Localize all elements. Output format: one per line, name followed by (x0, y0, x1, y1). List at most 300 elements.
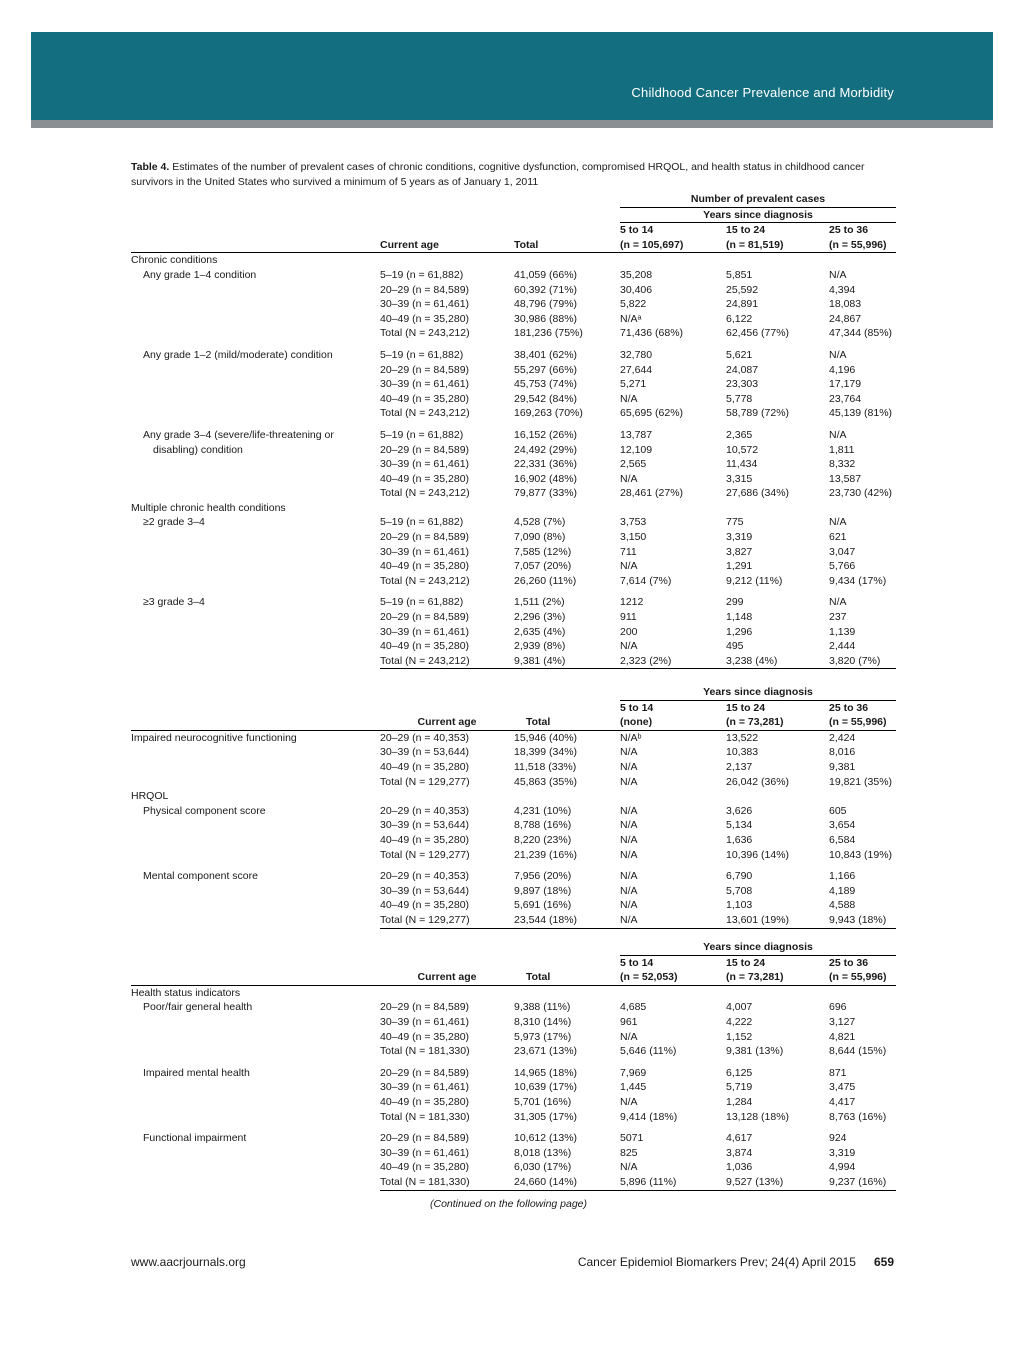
cell-total: 16,902 (48%) (514, 472, 578, 485)
table-row (131, 1015, 896, 1030)
cell-5-to-14: 32,780 (620, 348, 653, 361)
cell-total: 7,956 (20%) (514, 870, 572, 883)
table-caption-text: Estimates of the number of prevalent cases of chronic conditions, cognitive dysfunction, compromised HRQOL, and health status in childhood cancer survivors in the United States who survived a minimum of 5 years as of January 1, 2011 (131, 161, 865, 188)
cell-5-to-14: N/A (620, 804, 638, 817)
cell-current-age: 20–29 (n = 40,353) (380, 731, 470, 744)
cell-total (514, 985, 620, 1000)
cell-25-to-36: 18,083 (829, 298, 862, 311)
cell-total: 29,542 (84%) (514, 392, 578, 405)
cell-15-to-24: 13,128 (18%) (726, 1110, 790, 1123)
cell-15-to-24: 25,592 (726, 283, 759, 296)
cell-25-to-36: 871 (829, 1066, 847, 1079)
row-spacer (131, 1124, 896, 1131)
cell-25-to-36: 8,763 (16%) (829, 1110, 887, 1123)
cell-5-to-14: 35,208 (620, 268, 653, 281)
row-label (131, 406, 380, 421)
row-spacer (131, 862, 896, 869)
cell-current-age: Total (N = 129,277) (380, 848, 470, 861)
cell-15-to-24: 9,212 (11%) (726, 574, 783, 587)
cell-5-to-14 (620, 253, 726, 268)
cell-25-to-36: 3,820 (7%) (829, 654, 896, 669)
cell-25-to-36: N/A (829, 516, 847, 529)
cell-total: 21,239 (16%) (514, 848, 578, 861)
cell-current-age: 30–39 (n = 61,461) (380, 458, 470, 471)
cell-25-to-36: 3,047 (829, 545, 856, 558)
col-total: Total (514, 970, 620, 985)
cell-current-age: 40–49 (n = 35,280) (380, 392, 470, 405)
row-label (131, 472, 380, 487)
cell-total: 1,511 (2%) (514, 596, 565, 609)
cell-current-age: 40–49 (n = 35,280) (380, 899, 470, 912)
row-label (131, 559, 380, 574)
table-row (131, 595, 896, 610)
table-row (131, 610, 896, 625)
table-row (131, 1000, 896, 1015)
table-row (131, 818, 896, 833)
cell-25-to-36: 4,417 (829, 1095, 856, 1108)
cell-5-to-14: N/A (620, 472, 638, 485)
cell-5-to-14: N/A (620, 913, 726, 928)
cell-current-age: 20–29 (n = 40,353) (380, 804, 470, 817)
cell-5-to-14: N/A (620, 775, 638, 788)
row-label (131, 775, 380, 790)
row-label (131, 392, 380, 407)
row-label (131, 1160, 380, 1175)
cell-15-to-24: 775 (726, 516, 744, 529)
cell-current-age: 40–49 (n = 35,280) (380, 833, 470, 846)
cell-25-to-36: 2,424 (829, 731, 856, 744)
cell-15-to-24: 5,621 (726, 348, 753, 361)
n-5-to-14: (n = 52,053) (620, 970, 726, 985)
cell-5-to-14: N/Aᵃ (620, 312, 642, 325)
cell-5-to-14: 1212 (620, 596, 644, 609)
row-label (131, 530, 380, 545)
cell-current-age: 20–29 (n = 40,353) (380, 870, 470, 883)
col-5-to-14: 5 to 14 (620, 956, 654, 969)
cell-25-to-36: N/A (829, 268, 847, 281)
cell-25-to-36: 4,394 (829, 283, 856, 296)
cell-current-age: Total (N = 243,212) (380, 654, 514, 669)
cell-15-to-24: 1,636 (726, 833, 753, 846)
row-label (131, 848, 380, 863)
cell-5-to-14: 5,822 (620, 298, 647, 311)
cell-15-to-24: 3,874 (726, 1146, 753, 1159)
cell-25-to-36: 17,179 (829, 378, 862, 391)
cell-25-to-36: 3,319 (829, 1146, 856, 1159)
cell-total: 8,018 (13%) (514, 1146, 572, 1159)
cell-15-to-24: 5,778 (726, 392, 753, 405)
table-row (131, 848, 896, 863)
cell-total: 30,986 (88%) (514, 312, 578, 325)
table-row (131, 530, 896, 545)
cell-25-to-36: 237 (829, 611, 847, 624)
cell-25-to-36: 4,189 (829, 884, 856, 897)
cell-total: 26,260 (11%) (514, 574, 577, 587)
cell-5-to-14: N/A (620, 870, 638, 883)
cell-total: 10,639 (17%) (514, 1081, 578, 1094)
row-label: Poor/fair general health (143, 1001, 253, 1014)
cell-5-to-14: 27,644 (620, 363, 653, 376)
cell-5-to-14: N/A (620, 760, 638, 773)
cell-5-to-14: 65,695 (62%) (620, 407, 684, 420)
row-label: Impaired neurocognitive functioning (131, 731, 297, 744)
table-row (131, 833, 896, 848)
cell-25-to-36: 23,764 (829, 392, 862, 405)
cell-25-to-36: 4,821 (829, 1030, 856, 1043)
n-25-to-36: (n = 55,996) (829, 715, 896, 730)
cell-15-to-24: 5,134 (726, 819, 753, 832)
cell-current-age (380, 253, 514, 268)
cell-current-age: 20–29 (n = 84,589) (380, 443, 470, 456)
row-label (131, 574, 380, 589)
cell-current-age: 30–39 (n = 53,644) (380, 884, 470, 897)
cell-5-to-14: N/A (620, 560, 638, 573)
cell-current-age: 20–29 (n = 84,589) (380, 1001, 470, 1014)
cell-25-to-36: 1,166 (829, 870, 856, 883)
cell-15-to-24: 13,601 (19%) (726, 913, 829, 928)
table-row (131, 913, 896, 928)
cell-current-age: 40–49 (n = 35,280) (380, 1030, 470, 1043)
cell-total: 11,518 (33%) (514, 760, 577, 773)
cell-current-age (380, 789, 514, 804)
col-current-age: Current age (380, 970, 514, 985)
row-spacer (131, 421, 896, 428)
running-title: Childhood Cancer Prevalence and Morbidity (631, 85, 894, 100)
cell-15-to-24: 299 (726, 596, 744, 609)
cell-total: 5,701 (16%) (514, 1095, 572, 1108)
row-label: ≥3 grade 3–4 (143, 596, 205, 609)
col-total: Total (514, 715, 620, 730)
cell-25-to-36: 9,943 (18%) (829, 913, 896, 928)
cell-current-age: 20–29 (n = 84,589) (380, 1066, 470, 1079)
cell-current-age: 5–19 (n = 61,882) (380, 268, 464, 281)
cell-current-age: 40–49 (n = 35,280) (380, 1161, 470, 1174)
cell-total: 38,401 (62%) (514, 348, 578, 361)
cell-total: 4,231 (10%) (514, 804, 572, 817)
cell-current-age: 5–19 (n = 61,882) (380, 348, 464, 361)
cell-5-to-14: 13,787 (620, 428, 653, 441)
col-25-to-36: 25 to 36 (829, 701, 869, 714)
cell-15-to-24: 5,708 (726, 884, 753, 897)
col-5-to-14: 5 to 14 (620, 224, 654, 237)
cell-15-to-24: 3,319 (726, 531, 753, 544)
table-row (131, 1080, 896, 1095)
cell-15-to-24: 3,238 (4%) (726, 654, 829, 669)
table-row (131, 898, 896, 913)
col-5-to-14: 5 to 14 (620, 701, 654, 714)
cell-5-to-14: N/A (620, 392, 638, 405)
cell-15-to-24: 1,148 (726, 611, 753, 624)
n-15-to-24: (n = 81,519) (726, 238, 829, 253)
cell-15-to-24 (726, 789, 829, 804)
cell-25-to-36: 45,139 (81%) (829, 407, 893, 420)
table-row (131, 312, 896, 327)
n-5-to-14: (none) (620, 715, 726, 730)
cell-total (514, 789, 620, 804)
row-label (131, 312, 380, 327)
cell-total: 31,305 (17%) (514, 1110, 578, 1123)
cell-total (514, 501, 620, 516)
n-15-to-24: (n = 73,281) (726, 715, 829, 730)
cell-5-to-14: 5071 (620, 1132, 644, 1145)
cell-15-to-24: 2,365 (726, 428, 753, 441)
cell-5-to-14: 5,896 (11%) (620, 1175, 726, 1190)
table-row (131, 377, 896, 392)
row-label: HRQOL (131, 790, 169, 803)
table-row (131, 268, 896, 283)
row-label: Mental component score (143, 870, 258, 883)
cell-5-to-14: 7,969 (620, 1066, 647, 1079)
cell-total: 15,946 (40%) (514, 731, 578, 744)
continued-note: (Continued on the following page) (430, 1198, 588, 1210)
row-label (131, 745, 380, 760)
col-current-age: Current age (380, 238, 514, 253)
cell-current-age: 30–39 (n = 61,461) (380, 625, 470, 638)
cell-15-to-24: 1,291 (726, 560, 753, 573)
cell-25-to-36: 10,843 (19%) (829, 848, 893, 861)
cell-current-age: 20–29 (n = 84,589) (380, 611, 470, 624)
cell-total: 8,788 (16%) (514, 819, 572, 832)
cell-current-age: Total (N = 181,330) (380, 1110, 470, 1123)
n-5-to-14: (n = 105,697) (620, 238, 726, 253)
cell-15-to-24: 1,036 (726, 1161, 753, 1174)
row-label (131, 1110, 380, 1125)
cell-total: 23,544 (18%) (514, 913, 620, 928)
cell-total: 14,965 (18%) (514, 1066, 578, 1079)
cell-5-to-14: 961 (620, 1015, 638, 1028)
table-row (131, 406, 896, 421)
cell-total: 24,492 (29%) (514, 443, 578, 456)
row-label (131, 1030, 380, 1045)
cell-5-to-14 (620, 501, 726, 516)
row-label (131, 545, 380, 560)
cell-current-age: 20–29 (n = 84,589) (380, 1132, 470, 1145)
cell-15-to-24: 10,396 (14%) (726, 848, 790, 861)
row-label: Any grade 1–4 condition (143, 268, 257, 281)
cell-5-to-14: 1,445 (620, 1081, 647, 1094)
years-since-diagnosis-header: Years since diagnosis (620, 207, 896, 223)
table-row (131, 1110, 896, 1125)
cell-15-to-24: 4,222 (726, 1015, 753, 1028)
cell-15-to-24: 3,827 (726, 545, 753, 558)
cell-5-to-14: 711 (620, 545, 637, 558)
cell-25-to-36: 621 (829, 531, 847, 544)
cell-25-to-36: 6,584 (829, 833, 856, 846)
table-row (131, 348, 896, 363)
cell-5-to-14: 5,271 (620, 378, 647, 391)
cell-5-to-14: N/A (620, 1030, 638, 1043)
cell-5-to-14: N/A (620, 848, 638, 861)
cell-15-to-24 (726, 253, 829, 268)
cell-current-age: 40–49 (n = 35,280) (380, 1095, 470, 1108)
table-row (131, 574, 896, 589)
cell-current-age: 20–29 (n = 84,589) (380, 363, 470, 376)
cell-current-age: 40–49 (n = 35,280) (380, 760, 470, 773)
cell-current-age: 30–39 (n = 61,461) (380, 298, 470, 311)
cell-5-to-14: 3,753 (620, 516, 647, 529)
row-label (131, 898, 380, 913)
cell-25-to-36: 24,867 (829, 312, 862, 325)
cell-total: 18,399 (34%) (514, 746, 578, 759)
table-row (131, 457, 896, 472)
row-label (131, 297, 380, 312)
cell-total: 8,310 (14%) (514, 1015, 572, 1028)
cell-15-to-24: 4,007 (726, 1001, 753, 1014)
cell-current-age: Total (N = 129,277) (380, 913, 514, 928)
table-row (131, 297, 896, 312)
row-label (131, 654, 380, 669)
cell-total: 8,220 (23%) (514, 833, 572, 846)
cell-current-age (380, 985, 514, 1000)
cell-15-to-24 (726, 501, 829, 516)
row-label (131, 1044, 380, 1059)
cell-5-to-14: 5,646 (11%) (620, 1045, 677, 1058)
row-label (131, 639, 380, 654)
cell-total: 23,671 (13%) (514, 1045, 578, 1058)
cell-5-to-14: 4,685 (620, 1001, 647, 1014)
cell-5-to-14: 2,565 (620, 458, 647, 471)
cell-15-to-24: 10,572 (726, 443, 759, 456)
cell-total: 2,939 (8%) (514, 640, 566, 653)
cell-current-age: Total (N = 129,277) (380, 775, 470, 788)
row-label (131, 833, 380, 848)
cell-current-age: 40–49 (n = 35,280) (380, 560, 470, 573)
cell-5-to-14: N/A (620, 884, 638, 897)
cell-current-age: 20–29 (n = 84,589) (380, 531, 470, 544)
cell-25-to-36: 9,237 (16%) (829, 1175, 896, 1190)
cell-25-to-36: 23,730 (42%) (829, 487, 893, 500)
table-row (131, 804, 896, 819)
cell-25-to-36: 19,821 (35%) (829, 775, 893, 788)
cell-total: 9,388 (11%) (514, 1001, 571, 1014)
cell-total: 45,753 (74%) (514, 378, 578, 391)
table-row (131, 1146, 896, 1161)
cell-25-to-36: 3,654 (829, 819, 856, 832)
cell-current-age (380, 501, 514, 516)
table-row (131, 443, 896, 458)
cell-25-to-36 (829, 253, 896, 268)
cell-25-to-36: 1,139 (829, 625, 856, 638)
table-row (131, 760, 896, 775)
cell-total: 181,236 (75%) (514, 327, 583, 340)
cell-15-to-24: 24,087 (726, 363, 759, 376)
col-15-to-24: 15 to 24 (726, 224, 766, 237)
journal-website[interactable]: www.aacrjournals.org (131, 1255, 246, 1269)
group-header: Number of prevalent cases (620, 192, 896, 207)
row-label (131, 486, 380, 501)
table-row (131, 559, 896, 574)
cell-15-to-24: 23,303 (726, 378, 759, 391)
cell-5-to-14: 28,461 (27%) (620, 487, 684, 500)
cell-5-to-14: 911 (620, 611, 637, 624)
row-label (131, 1080, 380, 1095)
n-15-to-24: (n = 73,281) (726, 970, 829, 985)
cell-25-to-36: 9,434 (17%) (829, 574, 887, 587)
col-25-to-36: 25 to 36 (829, 224, 869, 237)
cell-current-age: 40–49 (n = 35,280) (380, 640, 470, 653)
cell-total: 16,152 (26%) (514, 428, 578, 441)
cell-15-to-24: 495 (726, 640, 744, 653)
table-row (131, 253, 896, 268)
table-section-health-status (131, 940, 896, 1191)
table-row (131, 1160, 896, 1175)
cell-15-to-24: 6,125 (726, 1066, 753, 1079)
cell-15-to-24 (726, 985, 829, 1000)
cell-25-to-36: 8,644 (15%) (829, 1045, 887, 1058)
cell-25-to-36: 9,381 (829, 760, 856, 773)
cell-current-age: 30–39 (n = 53,644) (380, 746, 470, 759)
cell-25-to-36 (829, 985, 896, 1000)
cell-15-to-24: 26,042 (36%) (726, 775, 790, 788)
cell-15-to-24: 2,137 (726, 760, 753, 773)
table-row (131, 1095, 896, 1110)
table-row (131, 1066, 896, 1081)
journal-banner (31, 32, 993, 120)
cell-25-to-36: 5,766 (829, 560, 856, 573)
cell-total (514, 253, 620, 268)
col-total: Total (514, 238, 620, 253)
row-label (131, 1175, 380, 1190)
row-spacer (131, 1059, 896, 1066)
cell-5-to-14 (620, 789, 726, 804)
cell-25-to-36: N/A (829, 348, 847, 361)
table-row (131, 625, 896, 640)
table-row (131, 486, 896, 501)
table-row (131, 515, 896, 530)
cell-5-to-14: N/A (620, 899, 638, 912)
row-label (131, 818, 380, 833)
cell-25-to-36 (829, 789, 896, 804)
cell-15-to-24: 9,527 (13%) (726, 1175, 829, 1190)
cell-5-to-14 (620, 985, 726, 1000)
cell-total: 79,877 (33%) (514, 487, 578, 500)
table-row (131, 1030, 896, 1045)
cell-25-to-36: N/A (829, 428, 847, 441)
cell-total: 7,057 (20%) (514, 560, 572, 573)
cell-15-to-24: 5,851 (726, 268, 753, 281)
cell-15-to-24: 6,122 (726, 312, 753, 325)
table-section-neurocognitive-hrqol (131, 685, 896, 929)
cell-25-to-36: N/A (829, 596, 847, 609)
footer-citation (578, 1255, 894, 1269)
cell-total: 9,897 (18%) (514, 884, 572, 897)
cell-current-age: Total (N = 243,212) (380, 574, 470, 587)
banner-underline (31, 120, 993, 128)
row-label: disabling) condition (153, 443, 243, 456)
row-spacer (131, 588, 896, 595)
cell-5-to-14: 71,436 (68%) (620, 327, 684, 340)
cell-current-age: 30–39 (n = 61,461) (380, 378, 470, 391)
table-row (131, 545, 896, 560)
cell-25-to-36: 13,587 (829, 472, 862, 485)
cell-5-to-14: 3,150 (620, 531, 647, 544)
table-row (131, 1044, 896, 1059)
cell-5-to-14: 12,109 (620, 443, 653, 456)
row-label: ≥2 grade 3–4 (143, 516, 205, 529)
cell-total: 169,263 (70%) (514, 407, 583, 420)
cell-current-age: 5–19 (n = 61,882) (380, 516, 464, 529)
cell-current-age: Total (N = 181,330) (380, 1045, 470, 1058)
col-25-to-36: 25 to 36 (829, 956, 869, 969)
row-label: Multiple chronic health conditions (131, 501, 286, 514)
table-row (131, 869, 896, 884)
cell-current-age: Total (N = 243,212) (380, 487, 470, 500)
cell-total: 22,331 (36%) (514, 458, 578, 471)
table-row (131, 363, 896, 378)
table-row (131, 775, 896, 790)
cell-total: 2,296 (3%) (514, 611, 566, 624)
n-25-to-36: (n = 55,996) (829, 970, 896, 985)
